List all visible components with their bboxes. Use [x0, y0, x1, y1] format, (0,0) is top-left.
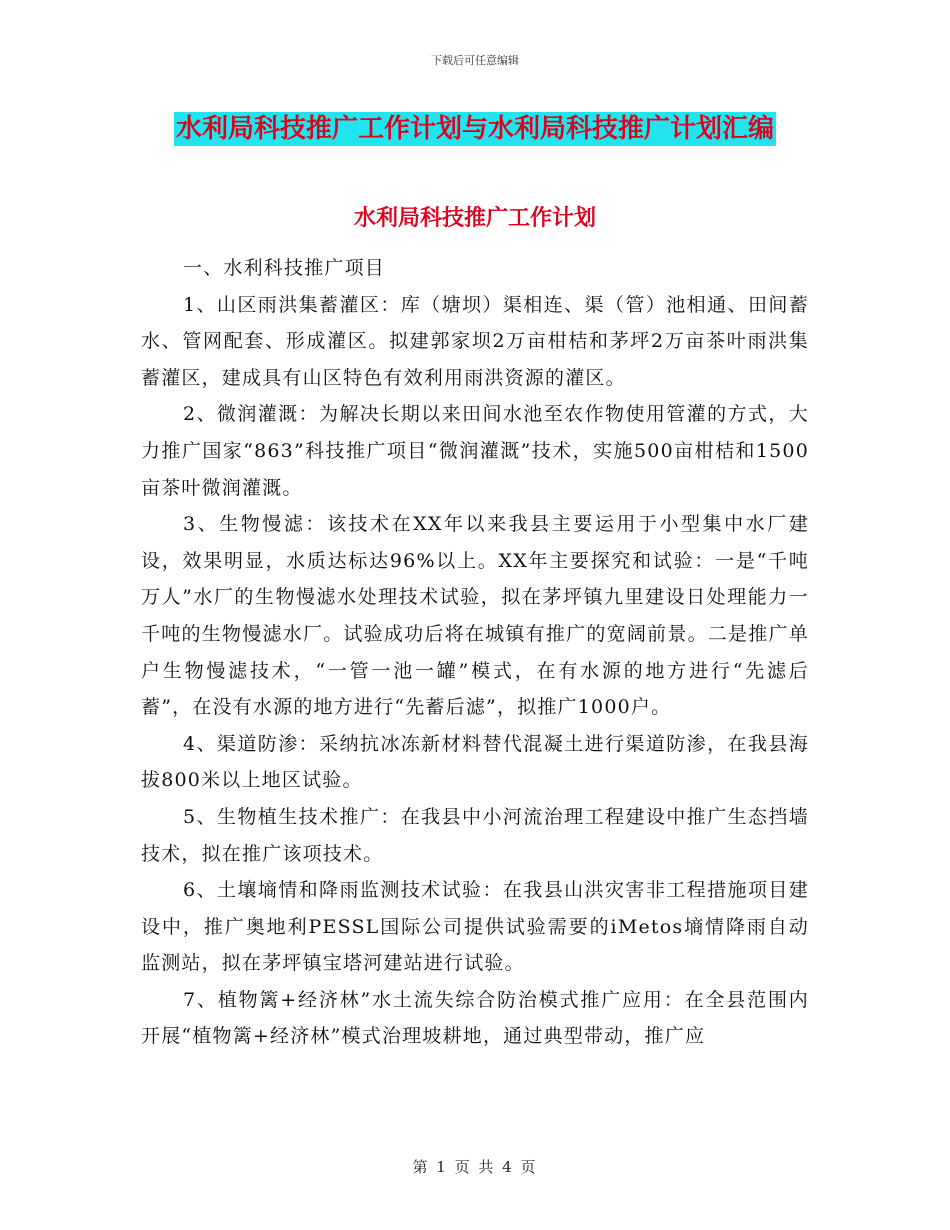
paragraph-item-5: 5、生物植生技术推广：在我县中小河流治理工程建设中推广生态挡墙技术，拟在推广该项技术。 — [141, 805, 809, 865]
paragraph-item-1: 1、山区雨洪集蓄灌区：库（塘坝）渠相连、渠（管）池相通、田间蓄水、管网配套、形成灌区。拟建郭家坝2万亩柑桔和茅坪2万亩茶叶雨洪集蓄灌区，建成具有山区特色有效利用雨洪资源的灌区。 — [141, 293, 809, 389]
paragraph-item-3: 3、生物慢滤：该技术在XX年以来我县主要运用于小型集中水厂建设，效果明显，水质达标达96%以上。XX年主要探究和试验：一是“千吨万人”水厂的生物慢滤水处理技术试验，拟在茅坪镇九里建设日处理能力一千吨的生物慢滤水厂。试验成功后将在城镇有推广的宽阔前景。二是推广单户生物慢滤技术，“一管一池一罐”模式，在有水源的地方进行“先滤后蓄”，在没有水源的地方进行“先蓄后滤”，拟推广1000户。 — [141, 513, 809, 719]
document-title: 水利局科技推广工作计划与水利局科技推广计划汇编 — [175, 114, 774, 144]
page-header-note: 下载后可任意编辑 — [431, 54, 519, 67]
paragraph-heading-1: 一、水利科技推广项目 — [183, 257, 386, 279]
document-body — [141, 250, 809, 1055]
paragraph-item-4: 4、渠道防渗：采纳抗冰冻新材料替代混凝土进行渠道防渗，在我县海拔800米以上地区试验。 — [141, 732, 809, 792]
document-title-container — [0, 112, 950, 146]
paragraph-item-7: 7、植物篱+经济林”水土流失综合防治模式推广应用：在全县范围内开展“植物篱+经济林”模式治理坡耕地，通过典型带动，推广应 — [141, 988, 809, 1048]
page-number: 第 1 页 共 4 页 — [412, 1158, 538, 1176]
paragraph-item-2: 2、微润灌溉：为解决长期以来田间水池至农作物使用管灌的方式，大力推广国家“863”科技推广项目“微润灌溉”技术，实施500亩柑桔和1500亩茶叶微润灌溉。 — [141, 403, 809, 499]
paragraph-item-6: 6、土壤墒情和降雨监测技术试验：在我县山洪灾害非工程措施项目建设中，推广奥地利PESSL国际公司提供试验需要的iMetos墒情降雨自动监测站，拟在茅坪镇宝塔河建站进行试验。 — [141, 879, 809, 975]
section-title: 水利局科技推广工作计划 — [353, 206, 596, 231]
